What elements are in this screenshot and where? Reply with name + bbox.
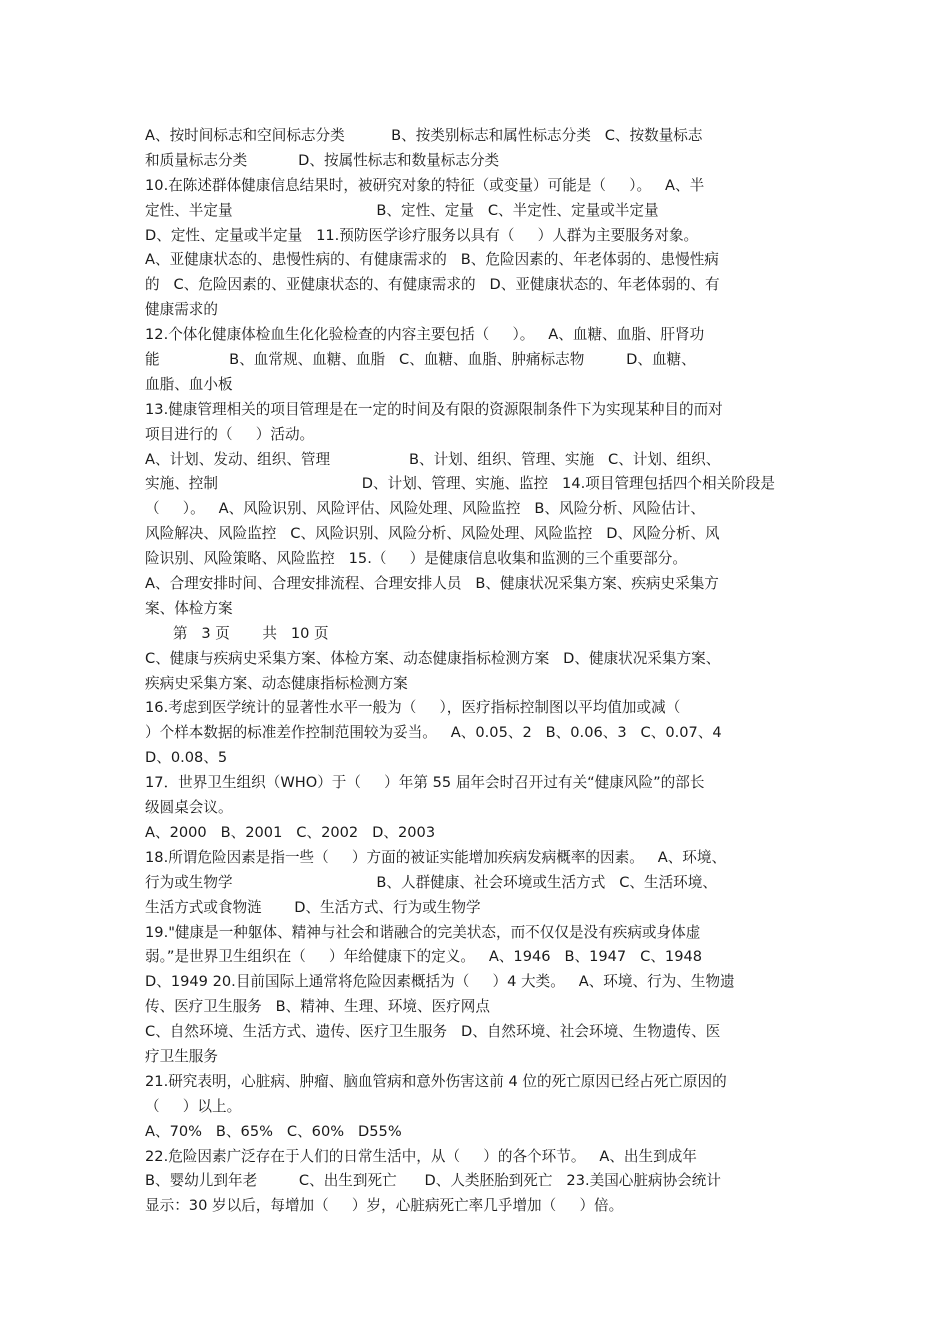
text-line: 19."健康是一种躯体、精神与社会和谐融合的完美状态，而不仅仅是没有疾病或身体虚 bbox=[145, 923, 701, 941]
text-line: 生活方式或食物涟 D、生活方式、行为或生物学 bbox=[145, 898, 481, 916]
text-line: 12.个体化健康体检血生化化验检查的内容主要包括（ ）。 A、血糖、血脂、肝肾功 bbox=[145, 326, 705, 344]
text-line: A、按时间标志和空间标志分类 B、按类别标志和属性标志分类 C、按数量标志 bbox=[145, 127, 703, 144]
text-line: 17．世界卫生组织（WHO）于（ ）年第 55 届年会时召开过有关“健康风险”的部长 bbox=[145, 774, 705, 792]
text-line: D、0.08、5 bbox=[145, 749, 228, 767]
text-line: A、亚健康状态的、患慢性病的、有健康需求的 B、危险因素的、年老体弱的、患慢性病 bbox=[145, 251, 719, 269]
text-line: 16.考虑到医学统计的显著性水平一般为（ ），医疗指标控制图以平均值加或减（ bbox=[145, 699, 681, 717]
text-line: 案、体检方案 bbox=[145, 599, 233, 617]
text-line: A、合理安排时间、合理安排流程、合理安排人员 B、健康状况采集方案、疾病史采集方 bbox=[145, 575, 719, 593]
text-line: ）个样本数据的标准差作控制范围较为妥当。 A、0.05、2 B、0.06、3 C、0.07、4 bbox=[145, 724, 722, 742]
text-line: 疗卫生服务 bbox=[145, 1047, 218, 1065]
text-line: 定性、半定量 B、定性、定量 C、半定性、定量或半定量 bbox=[145, 201, 659, 219]
text-line: A、2000 B、2001 C、2002 D、2003 bbox=[145, 823, 436, 841]
text-line: 弱。”是世界卫生组织在（ ）年给健康下的定义。 A、1946 B、1947 C、1948 bbox=[145, 948, 703, 966]
text-line: 和质量标志分类 D、按属性标志和数量标志分类 bbox=[145, 151, 500, 169]
text-line: 风险解决、风险监控 C、风险识别、风险分析、风险处理、风险监控 D、风险分析、风 bbox=[145, 525, 720, 543]
text-line: 能 B、血常规、血糖、血脂 C、血糖、血脂、肿痛标志物 D、血糖、 bbox=[145, 351, 696, 369]
text-line: D、1949 20.目前国际上通常将危险因素概括为（ ）4 大类。 A、环境、行为、生物遗 bbox=[145, 973, 735, 991]
text-line: 级圆桌会议。 bbox=[145, 799, 233, 817]
text-line: 显示：30 岁以后，每增加（ ）岁，心脏病死亡率几乎增加（ ）倍。 bbox=[145, 1197, 624, 1215]
text-line: 健康需求的 bbox=[145, 301, 218, 319]
text-line: 13.健康管理相关的项目管理是在一定的时间及有限的资源限制条件下为实现某种目的而对 bbox=[145, 400, 723, 418]
text-line: 疾病史采集方案、动态健康指标检测方案 bbox=[145, 674, 408, 692]
text-line: 项目进行的（ ）活动。 bbox=[145, 425, 315, 443]
text-line: 18.所谓危险因素是指一些（ ）方面的被证实能增加疾病发病概率的因素。 A、环境、 bbox=[145, 848, 727, 866]
text-line: B、婴幼儿到年老 C、出生到死亡 D、人类胚胎到死亡 23.美国心脏病协会统计 bbox=[145, 1172, 721, 1190]
text-line: D、定性、定量或半定量 11.预防医学诊疗服务以具有（ ）人群为主要服务对象。 bbox=[145, 226, 699, 244]
text-line: （ ）以上。 bbox=[145, 1097, 242, 1115]
text-line: 22.危险因素广泛存在于人们的日常生活中，从（ ）的各个环节。 A、出生到成年 bbox=[145, 1147, 697, 1165]
text-line: 的 C、危险因素的、亚健康状态的、有健康需求的 D、亚健康状态的、年老体弱的、有 bbox=[145, 276, 720, 294]
text-line: A、计划、发动、组织、管理 B、计划、组织、管理、实施 C、计划、组织、 bbox=[145, 450, 721, 468]
text-line: 实施、控制 D、计划、管理、实施、监控 14.项目管理包括四个相关阶段是 bbox=[145, 475, 775, 493]
text-line: 传、医疗卫生服务 B、精神、生理、环境、医疗网点 bbox=[145, 998, 490, 1016]
page-number: 第 3 页 共 10 页 bbox=[145, 624, 329, 642]
text-line: A、70% B、65% C、60% D55% bbox=[145, 1122, 402, 1140]
text-line: （ ）。 A、风险识别、风险评估、风险处理、风险监控 B、风险分析、风险估计、 bbox=[145, 500, 705, 518]
text-line: 行为或生物学 B、人群健康、社会环境或生活方式 C、生活环境、 bbox=[145, 873, 717, 891]
text-line: 血脂、血小板 bbox=[145, 375, 233, 393]
text-line: C、健康与疾病史采集方案、体检方案、动态健康指标检测方案 D、健康状况采集方案、 bbox=[145, 649, 721, 667]
text-line: 险识别、风险策略、风险监控 15.（ ）是健康信息收集和监测的三个重要部分。 bbox=[145, 550, 687, 568]
document-body bbox=[145, 124, 825, 1219]
text-line: 10.在陈述群体健康信息结果时，被研究对象的特征（或变量）可能是（ ）。 A、半 bbox=[145, 176, 705, 194]
text-line: 21.研究表明，心脏病、肿瘤、脑血管病和意外伤害这前 4 位的死亡原因已经占死亡原因的 bbox=[145, 1072, 727, 1090]
text-line: C、自然环境、生活方式、遗传、医疗卫生服务 D、自然环境、社会环境、生物遗传、医 bbox=[145, 1023, 721, 1041]
